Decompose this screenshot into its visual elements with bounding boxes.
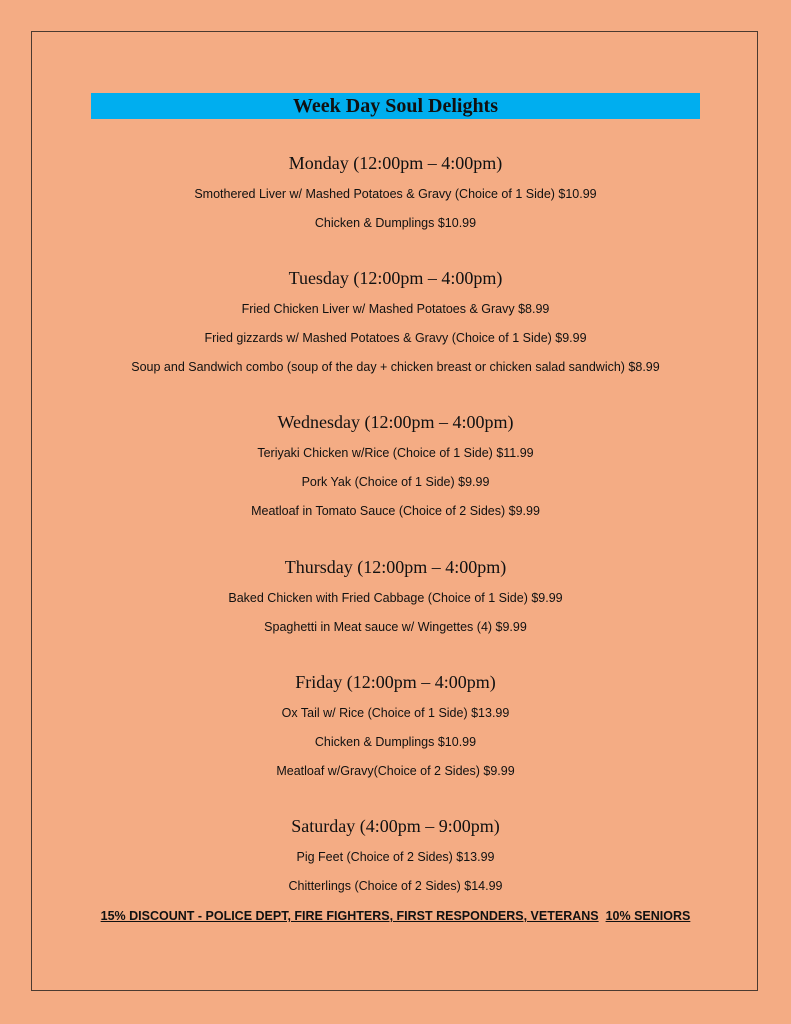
menu-item: Soup and Sandwich combo (soup of the day + chicken breast or chicken salad sandwich) $8.99 xyxy=(131,360,660,374)
menu-item: Meatloaf w/Gravy(Choice of 2 Sides) $9.99 xyxy=(276,764,515,778)
discount-notice xyxy=(0,909,791,923)
menu-item: Baked Chicken with Fried Cabbage (Choice of 1 Side) $9.99 xyxy=(228,591,563,605)
day-heading-tuesday: Tuesday (12:00pm – 4:00pm) xyxy=(288,268,503,288)
day-heading-wednesday: Wednesday (12:00pm – 4:00pm) xyxy=(277,412,514,432)
day-heading-saturday: Saturday (4:00pm – 9:00pm) xyxy=(291,816,500,836)
menu-item: Chicken & Dumplings $10.99 xyxy=(314,735,477,749)
menu-item: Pig Feet (Choice of 2 Sides) $13.99 xyxy=(296,850,495,864)
menu-title: Week Day Soul Delights xyxy=(91,93,700,119)
menu-item: Pork Yak (Choice of 1 Side) $9.99 xyxy=(301,475,490,489)
menu-item: Meatloaf in Tomato Sauce (Choice of 2 Sides) $9.99 xyxy=(251,504,540,518)
day-heading-thursday: Thursday (12:00pm – 4:00pm) xyxy=(284,557,507,577)
menu-item: Fried Chicken Liver w/ Mashed Potatoes & Gravy $8.99 xyxy=(241,302,550,316)
seniors-discount-text: 10% SENIORS xyxy=(605,909,691,923)
menu-item: Smothered Liver w/ Mashed Potatoes & Gravy (Choice of 1 Side) $10.99 xyxy=(194,187,597,201)
menu-item: Spaghetti in Meat sauce w/ Wingettes (4) $9.99 xyxy=(264,620,527,634)
menu-item: Chitterlings (Choice of 2 Sides) $14.99 xyxy=(288,879,503,893)
day-heading-monday: Monday (12:00pm – 4:00pm) xyxy=(288,153,503,173)
menu-item: Chicken & Dumplings $10.99 xyxy=(314,216,477,230)
menu-item: Ox Tail w/ Rice (Choice of 1 Side) $13.99 xyxy=(281,706,510,720)
discount-text: 15% DISCOUNT - POLICE DEPT, FIRE FIGHTERS, FIRST RESPONDERS, VETERANS xyxy=(100,909,599,923)
day-heading-friday: Friday (12:00pm – 4:00pm) xyxy=(295,672,496,692)
menu-item: Fried gizzards w/ Mashed Potatoes & Gravy (Choice of 1 Side) $9.99 xyxy=(204,331,587,345)
menu-item: Teriyaki Chicken w/Rice (Choice of 1 Side) $11.99 xyxy=(257,446,534,460)
